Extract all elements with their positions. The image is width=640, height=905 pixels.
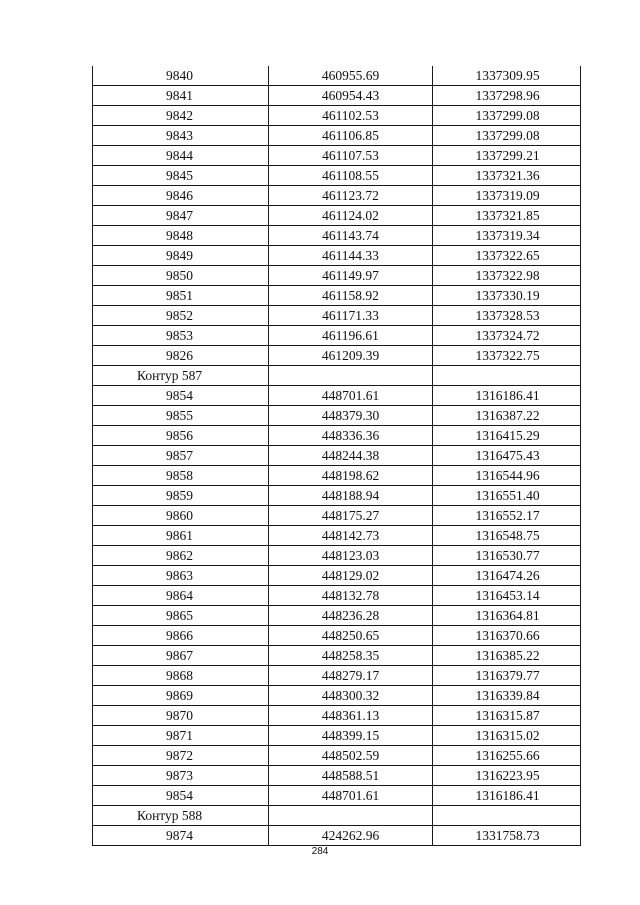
x-coordinate-cell: 448361.13	[269, 706, 433, 726]
empty-cell	[433, 366, 581, 386]
y-coordinate-cell: 1316315.87	[433, 706, 581, 726]
x-coordinate-cell: 448588.51	[269, 766, 433, 786]
point-number-cell: 9850	[93, 266, 269, 286]
table-row	[93, 646, 581, 666]
point-number-cell: 9848	[93, 226, 269, 246]
x-coordinate-cell: 461149.97	[269, 266, 433, 286]
point-number-cell: 9866	[93, 626, 269, 646]
y-coordinate-cell: 1337309.95	[433, 66, 581, 86]
x-coordinate-cell: 448300.32	[269, 686, 433, 706]
point-number-cell: 9856	[93, 426, 269, 446]
table-row	[93, 426, 581, 446]
y-coordinate-cell: 1316223.95	[433, 766, 581, 786]
table-row	[93, 626, 581, 646]
y-coordinate-cell: 1316453.14	[433, 586, 581, 606]
x-coordinate-cell: 424262.96	[269, 826, 433, 846]
y-coordinate-cell: 1316186.41	[433, 386, 581, 406]
point-number-cell: 9855	[93, 406, 269, 426]
x-coordinate-cell: 448379.30	[269, 406, 433, 426]
x-coordinate-cell: 448236.28	[269, 606, 433, 626]
point-number-cell: 9857	[93, 446, 269, 466]
table-row	[93, 506, 581, 526]
y-coordinate-cell: 1337299.08	[433, 126, 581, 146]
x-coordinate-cell: 448399.15	[269, 726, 433, 746]
x-coordinate-cell: 461144.33	[269, 246, 433, 266]
point-number-cell: 9858	[93, 466, 269, 486]
x-coordinate-cell: 461171.33	[269, 306, 433, 326]
point-number-cell: 9860	[93, 506, 269, 526]
table-row	[93, 106, 581, 126]
point-number-cell: 9847	[93, 206, 269, 226]
y-coordinate-cell: 1337299.08	[433, 106, 581, 126]
table-row	[93, 726, 581, 746]
y-coordinate-cell: 1316364.81	[433, 606, 581, 626]
x-coordinate-cell: 448132.78	[269, 586, 433, 606]
y-coordinate-cell: 1316552.17	[433, 506, 581, 526]
table-row	[93, 346, 581, 366]
x-coordinate-cell: 460955.69	[269, 66, 433, 86]
point-number-cell: 9849	[93, 246, 269, 266]
contour-label: Контур 588	[93, 806, 269, 826]
table-row	[93, 446, 581, 466]
table-row	[93, 126, 581, 146]
point-number-cell: 9840	[93, 66, 269, 86]
point-number-cell: 9851	[93, 286, 269, 306]
table-row	[93, 406, 581, 426]
x-coordinate-cell: 448142.73	[269, 526, 433, 546]
table-row	[93, 746, 581, 766]
point-number-cell: 9854	[93, 386, 269, 406]
table-row	[93, 286, 581, 306]
y-coordinate-cell: 1316379.77	[433, 666, 581, 686]
x-coordinate-cell: 448258.35	[269, 646, 433, 666]
point-number-cell: 9859	[93, 486, 269, 506]
y-coordinate-cell: 1316370.66	[433, 626, 581, 646]
empty-cell	[269, 806, 433, 826]
y-coordinate-cell: 1337322.75	[433, 346, 581, 366]
point-number-cell: 9826	[93, 346, 269, 366]
x-coordinate-cell: 448198.62	[269, 466, 433, 486]
y-coordinate-cell: 1337298.96	[433, 86, 581, 106]
table-row	[93, 566, 581, 586]
point-number-cell: 9862	[93, 546, 269, 566]
x-coordinate-cell: 448336.36	[269, 426, 433, 446]
y-coordinate-cell: 1337322.65	[433, 246, 581, 266]
x-coordinate-cell: 448250.65	[269, 626, 433, 646]
point-number-cell: 9844	[93, 146, 269, 166]
empty-cell	[433, 806, 581, 826]
table-row	[93, 586, 581, 606]
x-coordinate-cell: 461106.85	[269, 126, 433, 146]
y-coordinate-cell: 1316385.22	[433, 646, 581, 666]
x-coordinate-cell: 461102.53	[269, 106, 433, 126]
point-number-cell: 9865	[93, 606, 269, 626]
x-coordinate-cell: 460954.43	[269, 86, 433, 106]
y-coordinate-cell: 1337299.21	[433, 146, 581, 166]
contour-header-row	[93, 806, 581, 826]
point-number-cell: 9864	[93, 586, 269, 606]
contour-header-row	[93, 366, 581, 386]
table-row	[93, 826, 581, 846]
point-number-cell: 9873	[93, 766, 269, 786]
y-coordinate-cell: 1337324.72	[433, 326, 581, 346]
table-row	[93, 486, 581, 506]
table-row	[93, 306, 581, 326]
point-number-cell: 9852	[93, 306, 269, 326]
point-number-cell: 9841	[93, 86, 269, 106]
empty-cell	[269, 366, 433, 386]
point-number-cell: 9867	[93, 646, 269, 666]
x-coordinate-cell: 461143.74	[269, 226, 433, 246]
table-row	[93, 146, 581, 166]
table-row	[93, 666, 581, 686]
table-row	[93, 526, 581, 546]
table-row	[93, 166, 581, 186]
point-number-cell: 9863	[93, 566, 269, 586]
y-coordinate-cell: 1316339.84	[433, 686, 581, 706]
y-coordinate-cell: 1316415.29	[433, 426, 581, 446]
x-coordinate-cell: 461107.53	[269, 146, 433, 166]
x-coordinate-cell: 448123.03	[269, 546, 433, 566]
table-row	[93, 766, 581, 786]
coordinates-table-body	[93, 66, 581, 846]
x-coordinate-cell: 448279.17	[269, 666, 433, 686]
y-coordinate-cell: 1337322.98	[433, 266, 581, 286]
y-coordinate-cell: 1316475.43	[433, 446, 581, 466]
point-number-cell: 9861	[93, 526, 269, 546]
table-row	[93, 186, 581, 206]
y-coordinate-cell: 1331758.73	[433, 826, 581, 846]
table-row	[93, 66, 581, 86]
y-coordinate-cell: 1316474.26	[433, 566, 581, 586]
table-row	[93, 706, 581, 726]
point-number-cell: 9874	[93, 826, 269, 846]
y-coordinate-cell: 1316530.77	[433, 546, 581, 566]
y-coordinate-cell: 1337328.53	[433, 306, 581, 326]
table-row	[93, 326, 581, 346]
y-coordinate-cell: 1337319.09	[433, 186, 581, 206]
y-coordinate-cell: 1337319.34	[433, 226, 581, 246]
point-number-cell: 9846	[93, 186, 269, 206]
x-coordinate-cell: 461123.72	[269, 186, 433, 206]
y-coordinate-cell: 1316186.41	[433, 786, 581, 806]
y-coordinate-cell: 1316255.66	[433, 746, 581, 766]
point-number-cell: 9845	[93, 166, 269, 186]
x-coordinate-cell: 461196.61	[269, 326, 433, 346]
y-coordinate-cell: 1316315.02	[433, 726, 581, 746]
point-number-cell: 9870	[93, 706, 269, 726]
table-row	[93, 246, 581, 266]
y-coordinate-cell: 1337321.36	[433, 166, 581, 186]
point-number-cell: 9869	[93, 686, 269, 706]
x-coordinate-cell: 448175.27	[269, 506, 433, 526]
table-row	[93, 86, 581, 106]
y-coordinate-cell: 1316387.22	[433, 406, 581, 426]
table-row	[93, 266, 581, 286]
table-row	[93, 226, 581, 246]
x-coordinate-cell: 448129.02	[269, 566, 433, 586]
x-coordinate-cell: 448502.59	[269, 746, 433, 766]
table-row	[93, 606, 581, 626]
x-coordinate-cell: 461124.02	[269, 206, 433, 226]
table-row	[93, 686, 581, 706]
point-number-cell: 9871	[93, 726, 269, 746]
x-coordinate-cell: 448701.61	[269, 386, 433, 406]
table-row	[93, 386, 581, 406]
point-number-cell: 9853	[93, 326, 269, 346]
y-coordinate-cell: 1337330.19	[433, 286, 581, 306]
point-number-cell: 9872	[93, 746, 269, 766]
y-coordinate-cell: 1316544.96	[433, 466, 581, 486]
table-row	[93, 466, 581, 486]
x-coordinate-cell: 461158.92	[269, 286, 433, 306]
x-coordinate-cell: 448188.94	[269, 486, 433, 506]
point-number-cell: 9843	[93, 126, 269, 146]
table-row	[93, 546, 581, 566]
point-number-cell: 9854	[93, 786, 269, 806]
table-row	[93, 206, 581, 226]
y-coordinate-cell: 1337321.85	[433, 206, 581, 226]
page-number: 284	[311, 846, 329, 857]
x-coordinate-cell: 448701.61	[269, 786, 433, 806]
y-coordinate-cell: 1316551.40	[433, 486, 581, 506]
y-coordinate-cell: 1316548.75	[433, 526, 581, 546]
contour-label: Контур 587	[93, 366, 269, 386]
point-number-cell: 9842	[93, 106, 269, 126]
point-number-cell: 9868	[93, 666, 269, 686]
x-coordinate-cell: 461209.39	[269, 346, 433, 366]
coordinates-table	[92, 66, 581, 846]
x-coordinate-cell: 448244.38	[269, 446, 433, 466]
table-row	[93, 786, 581, 806]
x-coordinate-cell: 461108.55	[269, 166, 433, 186]
